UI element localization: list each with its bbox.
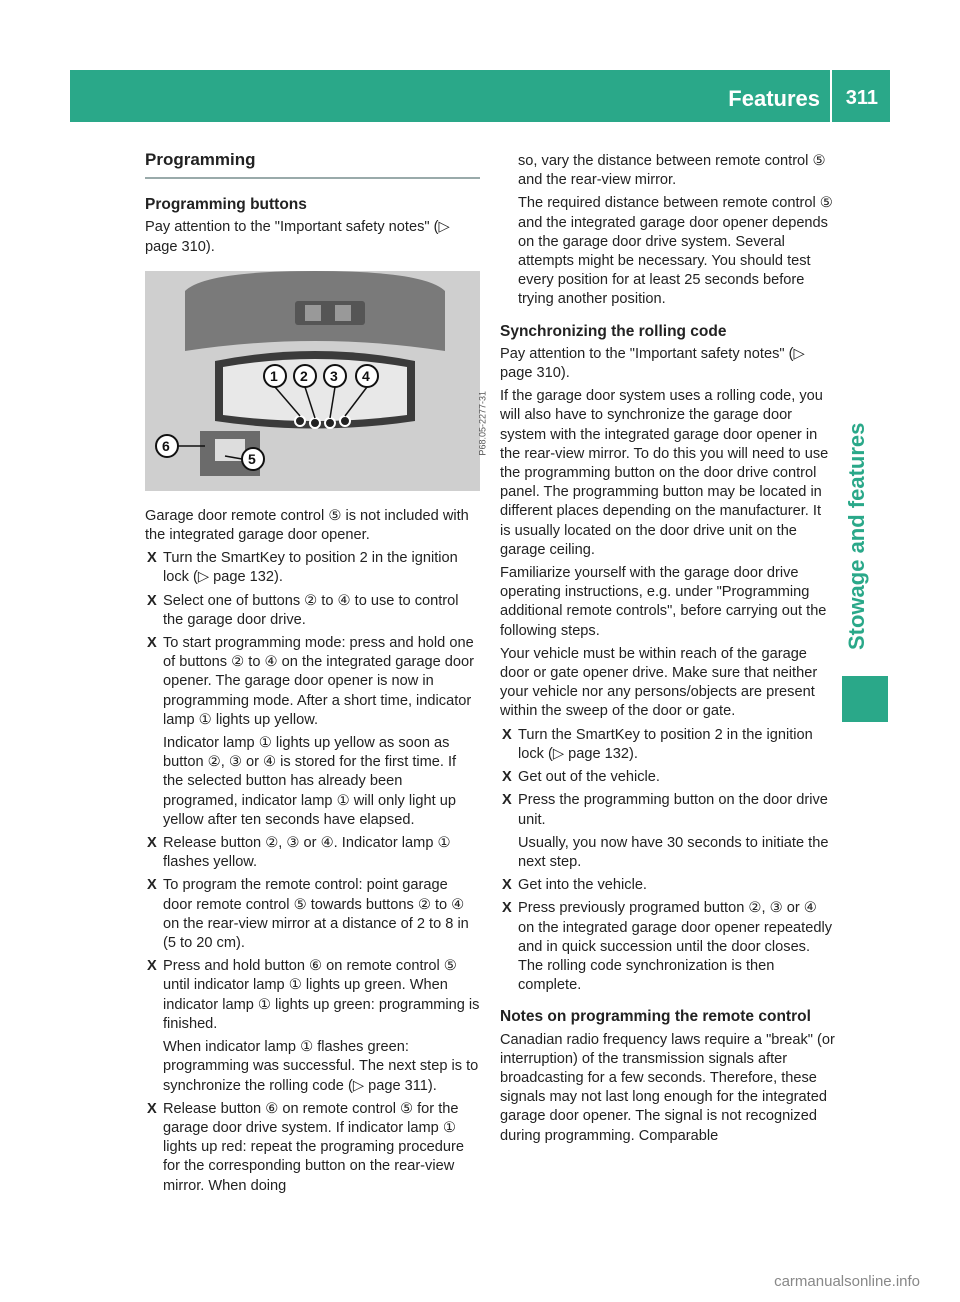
safety-note: Pay attention to the "Important safety notes" (▷ page 310). — [500, 345, 805, 382]
instruction-step: X Release button ②, ③ or ④. Indicator lamp ① flashes yellow. — [147, 835, 451, 871]
instruction-step: X To start programming mode: press and hold one of buttons ② to ④ on the integrated garage door opener. The garage door opener is now in programming mode. After a short time, indicator lamp ① lights up yellow. Indicator lamp ① lights up yellow as soon as button ②, ③ or ④ is stored for the first time. If the selected button has already been programed, indicator lamp ① will only light up yellow after ten seconds have elapsed. — [145, 634, 480, 830]
step-arrow-icon: X — [502, 726, 512, 743]
instruction-step: X Press the programming button on the door drive unit. Usually, you now have 30 seconds to initiate the next step. — [500, 791, 835, 872]
section-title: Features — [728, 86, 820, 111]
step-detail: Indicator lamp ① lights up yellow as soon as button ②, ③ or ④ is stored for the first time. If the selected button has already been programed, indicator lamp ① will only light up yellow after ten seconds have elapsed. — [163, 735, 457, 828]
figure-id: P68.05-2277-31 — [478, 390, 488, 456]
svg-text:3: 3 — [330, 367, 338, 384]
subheading-notes: Notes on programming the remote control — [500, 1008, 811, 1026]
instruction-step: X Press previously programed button ②, ③ or ④ on the integrated garage door opener repeatedly and in quick succession until the door closes. The rolling code synchronization is then complete. — [502, 900, 833, 994]
rolling-code-text: If the garage door system uses a rolling code, you will also have to synchronize the garage door system with the integrated garage door opener in the rear-view mirror. To do this you will need to use the programming button on the door drive control panel. The programming button may be located in different places depending on the manufacturer. It is usually located on the door drive unit on the garage ceiling. — [500, 388, 829, 558]
instruction-step: X Press and hold button ⑥ on remote control ⑤ until indicator lamp ① lights up green. When indicator lamp ① lights up green: programming is finished. When indicator lamp ① flashes green: programming was successful. The next step is to synchronize the rolling code (▷ page 311). — [145, 957, 480, 1095]
page-header — [70, 70, 890, 122]
instruction-step: X Release button ⑥ on remote control ⑤ for the garage door drive system. If indicator lamp ① lights up red: repeat the programing procedure for the corresponding button on the rear-view mirror. When doing — [147, 1100, 464, 1194]
svg-text:4: 4 — [362, 367, 370, 384]
continuation-text: so, vary the distance between remote control ⑤ and the rear-view mirror. — [518, 153, 826, 189]
svg-text:5: 5 — [248, 450, 256, 467]
instruction-step: X Get into the vehicle. — [500, 876, 835, 895]
section-heading: Programming — [145, 150, 480, 179]
step-arrow-icon: X — [502, 900, 512, 917]
familiarize-text: Familiarize yourself with the garage door drive operating instructions, e.g. under "Programming additional remote controls", before carrying out the following steps. — [500, 565, 827, 639]
page-number: 311 — [845, 87, 878, 109]
right-column — [500, 152, 835, 1150]
instruction-step: X Select one of buttons ② to ④ to use to control the garage door drive. — [147, 592, 459, 628]
side-tab — [844, 380, 884, 650]
step-detail: Usually, you now have 30 seconds to initiate the next step. — [518, 834, 829, 870]
safety-note: Pay attention to the "Important safety notes" (▷ page 310). — [145, 219, 450, 255]
instruction-step: X Turn the SmartKey to position 2 in the ignition lock (▷ page 132). — [147, 550, 458, 586]
step-arrow-icon: X — [147, 550, 157, 567]
step-arrow-icon: X — [147, 592, 157, 609]
step-arrow-icon: X — [147, 1100, 157, 1117]
instruction-step: X Turn the SmartKey to position 2 in the ignition lock (▷ page 132). — [502, 726, 813, 762]
left-column — [145, 150, 488, 1199]
step-arrow-icon: X — [502, 769, 512, 786]
watermark: carmanualsonline.info — [774, 1273, 920, 1290]
subheading-rolling-code: Synchronizing the rolling code — [500, 322, 727, 340]
reach-text: Your vehicle must be within reach of the garage door or gate opener drive. Make sure that neither your vehicle nor any persons/objects are present within the sweep of the door or gate. — [500, 645, 818, 720]
instruction-step: X To program the remote control: point garage door remote control ⑤ towards buttons ② to ④ on the rear-view mirror at a distance of 2 to 8 in (5 to 20 cm). — [147, 877, 469, 952]
header-divider — [830, 70, 832, 122]
svg-text:2: 2 — [300, 367, 308, 384]
step-arrow-icon: X — [502, 792, 512, 809]
remote-note: Garage door remote control ⑤ is not included with the integrated garage door opener. — [145, 507, 469, 544]
step-arrow-icon: X — [147, 877, 157, 894]
step-detail: When indicator lamp ① flashes green: programming was successful. The next step is to synchronize the rolling code (▷ page 311). — [163, 1039, 479, 1094]
instruction-step: X Get out of the vehicle. — [500, 768, 835, 787]
step-arrow-icon: X — [502, 877, 512, 894]
subheading-programming-buttons: Programming buttons — [145, 196, 307, 214]
continuation-text: The required distance between remote control ⑤ and the integrated garage door opener depends on the garage door drive system. Several attempts might be necessary. You should test every position for at least 25 seconds before trying another position. — [518, 195, 833, 308]
side-tab-block — [842, 676, 888, 722]
step-arrow-icon: X — [147, 635, 157, 652]
mirror-figure — [145, 271, 488, 491]
mirror-illustration — [145, 271, 480, 491]
step-arrow-icon: X — [147, 958, 157, 975]
notes-text: Canadian radio frequency laws require a "break" (or interruption) of the transmission signals after broadcasting for a few seconds. Therefore, these signals may not last long enough for the integrated garage door opener. The signal is not recognized during programming. Comparable — [500, 1031, 835, 1144]
svg-text:1: 1 — [270, 367, 278, 384]
svg-text:6: 6 — [162, 437, 170, 454]
step-arrow-icon: X — [147, 835, 157, 852]
side-tab-label: Stowage and features — [844, 422, 869, 650]
